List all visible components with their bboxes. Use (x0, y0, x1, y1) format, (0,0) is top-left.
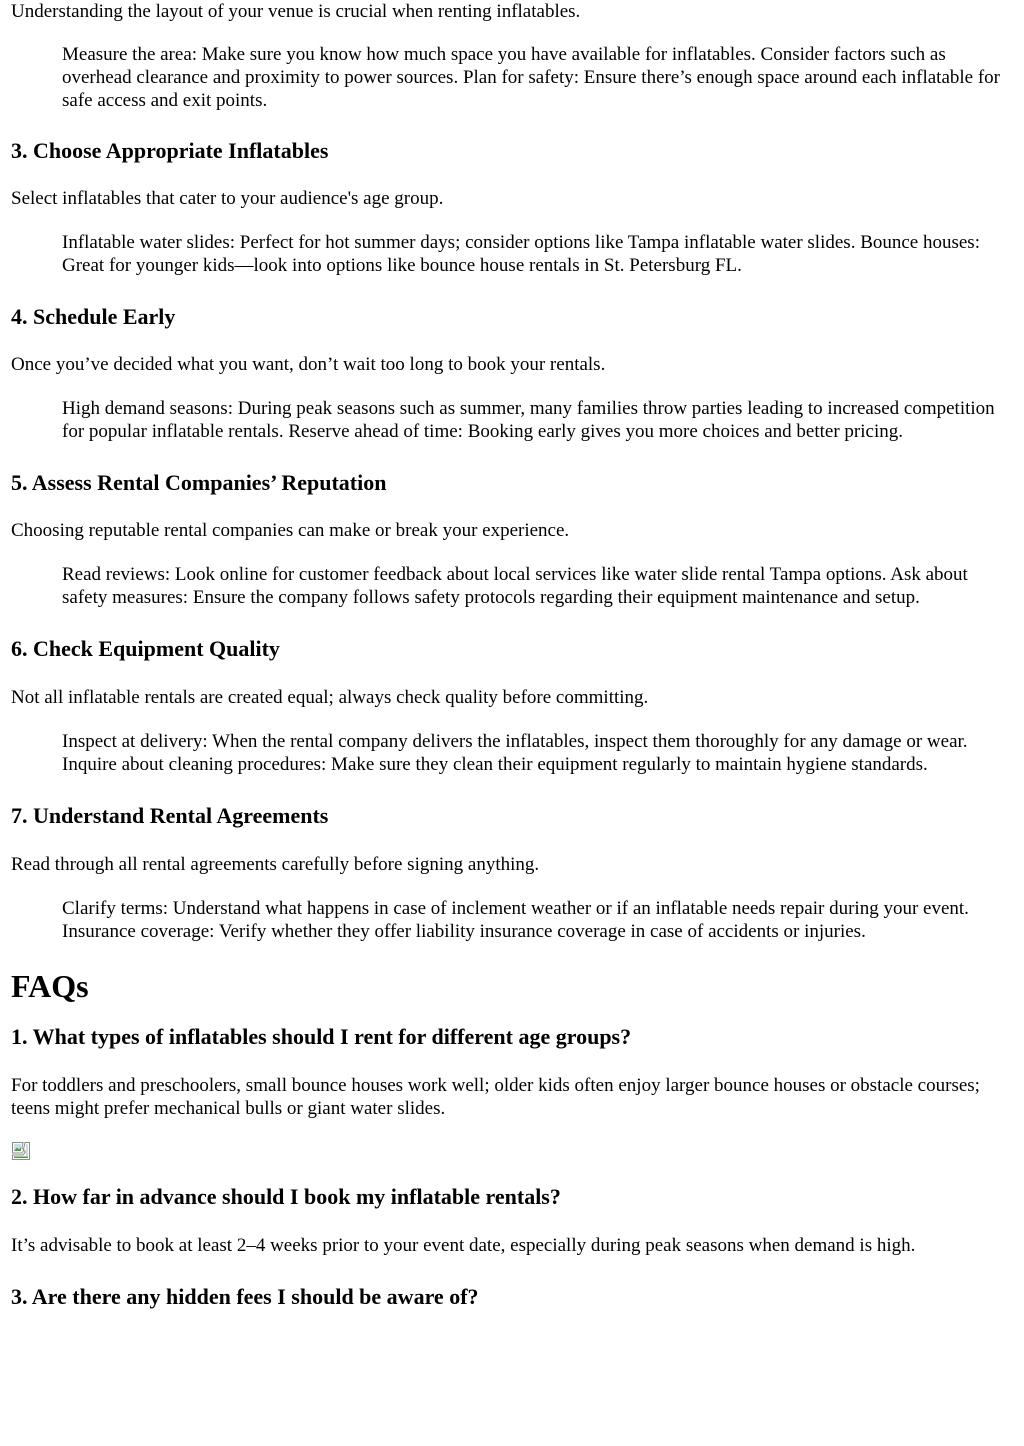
section-blockquote-6: Inspect at delivery: When the rental company delivers the inflatables, inspect them thoroughly for any damage or wear. Inquire about cleaning procedures: Make sure they clean their equipment regularly to maintain hygiene standards. (62, 731, 968, 775)
section-blockquote-5: Read reviews: Look online for customer feedback about local services like water slide rental Tampa options. Ask about safety measures: Ensure the company follows safety protocols regarding their equipment maintenance and setup. (62, 564, 968, 608)
faq-title: FAQs (11, 968, 89, 1004)
faq-answer-1: For toddlers and preschoolers, small bounce houses work well; older kids often enjoy larger bounce houses or obstacle courses; teens might prefer mechanical bulls or giant water slides. (11, 1075, 980, 1119)
section-blockquote-4: High demand seasons: During peak seasons such as summer, many families throw parties leading to increased competition for popular inflatable rentals. Reserve ahead of time: Booking early gives you more choices and better pricing. (62, 398, 995, 442)
broken-image-icon (11, 1141, 31, 1161)
faq-question-3: 3. Are there any hidden fees I should be aware of? (11, 1284, 479, 1309)
section-blockquote-7: Clarify terms: Understand what happens in case of inclement weather or if an inflatable needs repair during your event. Insurance coverage: Verify whether they offer liability insurance coverage in case of accidents or injuries. (62, 898, 969, 942)
section-text-7: Read through all rental agreements carefully before signing anything. (11, 854, 540, 875)
section-text-6: Not all inflatable rentals are created equal; always check quality before committing. (11, 687, 649, 708)
section-text-5: Choosing reputable rental companies can make or break your experience. (11, 520, 570, 541)
faq-answer-2: It’s advisable to book at least 2–4 weeks prior to your event date, especially during peak seasons when demand is high. (11, 1235, 916, 1256)
section-text-4: Once you’ve decided what you want, don’t wait too long to book your rentals. (11, 354, 606, 375)
section-heading-5: 5. Assess Rental Companies’ Reputation (11, 470, 387, 495)
section-heading-7: 7. Understand Rental Agreements (11, 803, 329, 828)
section-heading-6: 6. Check Equipment Quality (11, 636, 280, 661)
section-blockquote-3: Inflatable water slides: Perfect for hot summer days; consider options like Tampa inflatable water slides. Bounce houses: Great for younger kids—look into options like bounce house rentals in St. Petersburg FL. (62, 232, 980, 276)
article-body (11, 0, 1014, 1310)
intro-paragraph: Understanding the layout of your venue is crucial when renting inflatables. (11, 1, 581, 22)
faq-question-2: 2. How far in advance should I book my inflatable rentals? (11, 1184, 561, 1209)
faq-question-1: 1. What types of inflatables should I rent for different age groups? (11, 1024, 632, 1049)
section-heading-4: 4. Schedule Early (11, 304, 176, 329)
broken-image-icon-graphic (11, 1141, 31, 1161)
intro-blockquote: Measure the area: Make sure you know how much space you have available for inflatables. Consider factors such as overhead clearance and proximity to power sources. Plan for safety: Ensure there’s enough space around each inflatable for safe access and exit points. (62, 44, 1001, 111)
section-text-3: Select inflatables that cater to your audience's age group. (11, 188, 444, 209)
section-heading-3: 3. Choose Appropriate Inflatables (11, 138, 329, 163)
